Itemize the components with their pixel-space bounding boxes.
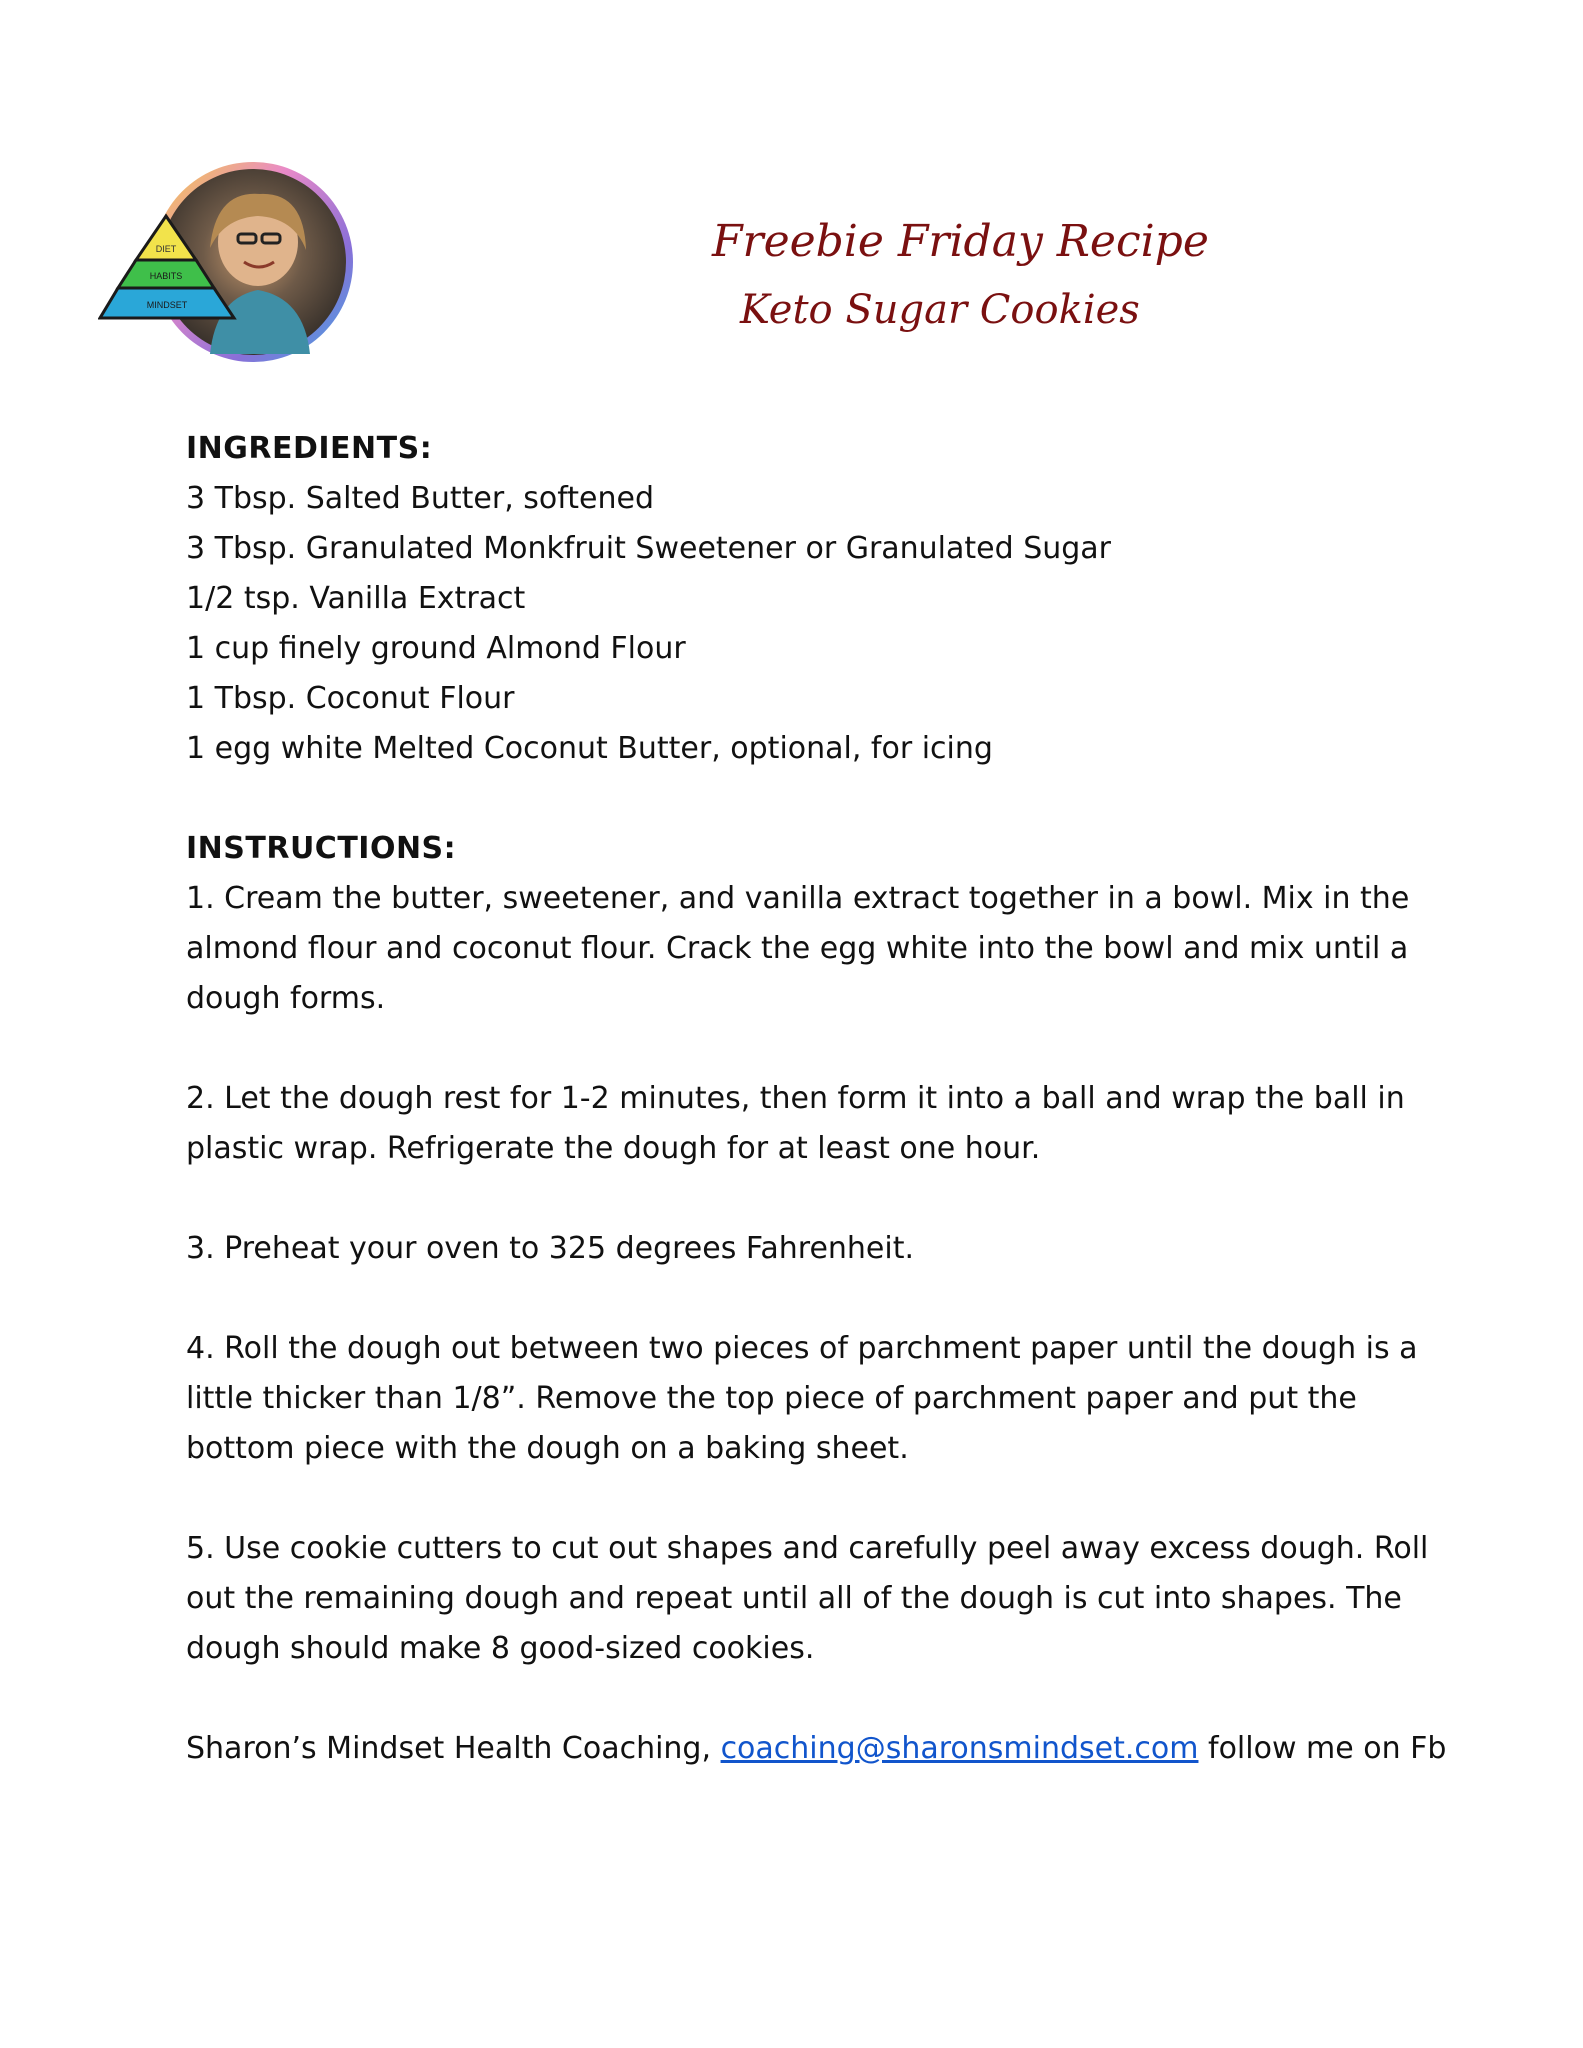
step-line: 2. Let the dough rest for 1-2 minutes, then form it into a ball and wrap the ball in [186,1081,1405,1116]
instruction-step-5 [186,1524,1429,1674]
instruction-step-2 [186,1074,1416,1174]
pyramid-label-mindset: MINDSET [146,300,188,310]
instructions-heading: INSTRUCTIONS: [186,831,457,866]
business-name: Sharon’s Mindset Health Coaching, [186,1731,712,1766]
recipe-body [186,424,1447,1774]
instruction-step-1 [186,874,1416,1024]
step-line: plastic wrap. Refrigerate the dough for at least one hour. [186,1131,1041,1166]
page-title: Freebie Friday Recipe [712,216,1209,267]
step-line: dough forms. [186,981,386,1016]
ingredient-item: 1 egg white Melted Coconut Butter, optional, for icing [186,731,993,766]
step-line: bottom piece with the dough on a baking sheet. [186,1431,909,1466]
ingredients-heading: INGREDIENTS: [186,431,433,466]
email-link[interactable]: coaching@sharonsmindset.com [720,1731,1199,1766]
pyramid-label-diet: DIET [155,244,177,254]
step-line: 4. Roll the dough out between two pieces of parchment paper until the dough is a [186,1331,1418,1366]
logo-graphic [98,158,358,380]
pyramid-label-habits: HABITS [149,271,183,281]
ingredients-list [186,474,1416,774]
step-line: out the remaining dough and repeat until all of the dough is cut into shapes. The [186,1581,1402,1616]
ingredient-item: 3 Tbsp. Salted Butter, softened [186,481,655,516]
ingredient-item: 1/2 tsp. Vanilla Extract [186,581,526,616]
recipe-title: Keto Sugar Cookies [740,287,1140,333]
ingredient-item: 1 cup finely ground Almond Flour [186,631,686,666]
step-line: little thicker than 1/8”. Remove the top piece of parchment paper and put the [186,1381,1357,1416]
social-note: follow me on Fb [1208,1731,1447,1766]
step-line: 1. Cream the butter, sweetener, and vanilla extract together in a bowl. Mix in the [186,881,1410,916]
step-line: 3. Preheat your oven to 325 degrees Fahrenheit. [186,1231,915,1266]
instruction-step-4 [186,1324,1416,1474]
ingredient-item: 1 Tbsp. Coconut Flour [186,681,515,716]
step-line: almond flour and coconut flour. Crack the egg white into the bowl and mix until a [186,931,1409,966]
step-line: 5. Use cookie cutters to cut out shapes and carefully peel away excess dough. Roll [186,1531,1429,1566]
coach-logo [98,158,358,380]
instruction-step-3 [186,1224,1416,1274]
footer-contact [186,1724,1447,1774]
ingredient-item: 3 Tbsp. Granulated Monkfruit Sweetener or Granulated Sugar [186,531,1112,566]
step-line: dough should make 8 good-sized cookies. [186,1631,815,1666]
